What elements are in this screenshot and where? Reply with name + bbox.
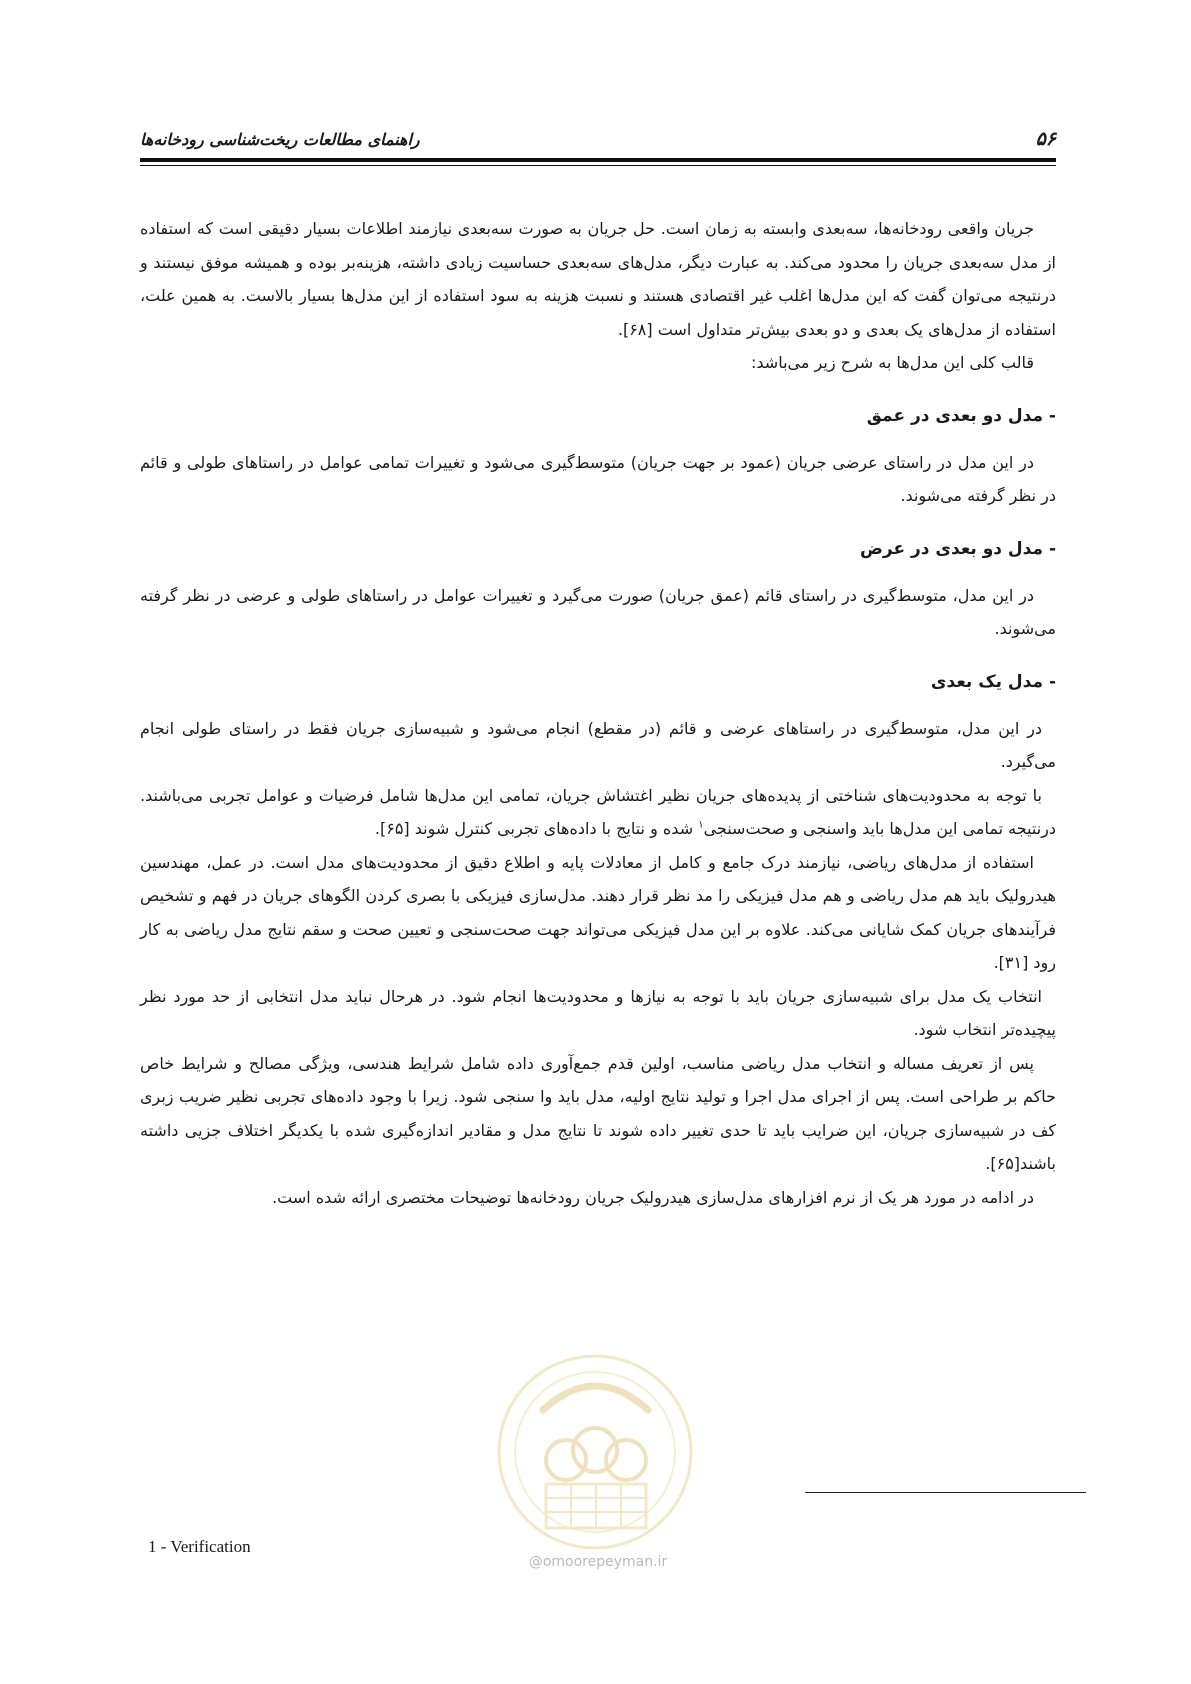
header-rule-thin <box>140 165 1056 166</box>
paragraph-limitations-before: با توجه به محدودیت‌های شناختی از پدیده‌های جریان نظیر اغتشاش جریان، تمامی این مدل‌ها شامل فرضیات و عوامل تجربی می‌باشند. درنتیجه تمامی این مدل‌ها باید واسنجی و صحت‌سنجی <box>140 785 1056 838</box>
watermark-logo <box>488 1352 703 1552</box>
section-heading-width-averaged: - مدل دو بعدی در عرض <box>860 538 1056 559</box>
page-content <box>140 212 1056 1214</box>
paragraph-limitations <box>140 779 1056 846</box>
intro-paragraph: جریان واقعی رودخانه‌ها، سه‌بعدی وابسته به زمان است. حل جریان به صورت سه‌بعدی نیازمند اطلاعات بسیار دقیقی است که استفاده از مدل سه‌بعدی جریان را محدود می‌کند. به عبارت دیگر، مدل‌های سه‌بعدی حساسیت زیادی داشته، هزینه‌بر بوده و همیشه موفق نیستند و درنتیجه می‌توان گفت که این مدل‌ها اغلب غیر اقتصادی هستند و نسبت هزینه به سود استفاده از این مدل‌ها بسیار بالاست. به همین علت، استفاده از مدل‌های یک بعدی و دو بعدی بیش‌تر متداول است [۶۸]. <box>140 219 1056 339</box>
intro-lead-in: قالب کلی این مدل‌ها به شرح زیر می‌باشد: <box>751 353 1034 372</box>
header-rule-thick <box>140 158 1056 162</box>
paragraph-next: در ادامه در مورد هر یک از نرم افزارهای مدل‌سازی هیدرولیک جریان رودخانه‌ها توضیحات مختصری ارائه شده است. <box>272 1187 1034 1207</box>
paragraph-model-selection: انتخاب یک مدل برای شبیه‌سازی جریان باید با توجه به نیازها و محدودیت‌ها انجام شود. در هرحال نباید مدل انتخابی از حد مورد نظر پیچیده‌تر انتخاب شود. <box>140 986 1056 1039</box>
section-heading-one-dimensional: - مدل یک بعدی <box>930 671 1056 692</box>
paragraph-calibration: پس از تعریف مساله و انتخاب مدل ریاضی مناسب، اولین قدم جمع‌آوری داده شامل شرایط هندسی، ویژگی مصالح و شرایط خاص حاکم بر طراحی است. پس از اجرای مدل اجرا و تولید نتایج اولیه، مدل باید وا سنجی شود. زیرا با وجود داده‌های تجربی نظیر ضریب زبری کف در شبیه‌سازی جریان، این ضرایب باید تا حدی تغییر داده شوند تا نتایج مدل و مقادیر اندازه‌گیری شده با یکدیگر اختلاف جزیی داشته باشند[۶۵]. <box>140 1053 1056 1173</box>
page-number: ۵۶ <box>1035 128 1056 150</box>
section-body-width-averaged: در این مدل، متوسط‌گیری در راستای قائم (عمق جریان) صورت می‌گیرد و تغییرات عوامل در راستاهای طولی و عرضی در نظر گرفته می‌شوند. <box>140 585 1056 638</box>
section-heading-depth-averaged: - مدل دو بعدی در عمق <box>866 405 1056 426</box>
footnote-rule <box>805 1492 1086 1493</box>
page-header <box>140 124 1056 154</box>
paragraph-limitations-after: شده و نتایج با داده‌های تجربی کنترل شوند [۶۵]. <box>374 819 699 838</box>
section-body-depth-averaged: در این مدل در راستای عرضی جریان (عمود بر جهت جریان) متوسط‌گیری می‌شود و تغییرات تمامی عوامل در راستاهای طولی و قائم در نظر گرفته می‌شوند. <box>140 452 1056 505</box>
footnote-reference: ۱ <box>698 819 704 831</box>
watermark-site: @omoorepeyman.ir <box>528 1554 668 1570</box>
paragraph-math-models: استفاده از مدل‌های ریاضی، نیازمند درک جامع و کامل از معادلات پایه و اطلاع دقیق از محدودیت‌های مدل است. در عمل، مهندسین هیدرولیک باید هم مدل ریاضی و هم مدل فیزیکی را مد نظر قرار دهند. مدل‌سازی فیزیکی با بصری کردن الگوهای جریان در فهم و تشخیص فرآیندهای جریان کمک شایانی می‌کند. علاوه بر این مدل فیزیکی می‌تواند جهت صحت‌سنجی و تعیین صحت و سقم نتایج مدل ریاضی به کار رود [۳۱]. <box>140 852 1056 972</box>
section-body-one-dimensional: در این مدل، متوسط‌گیری در راستاهای عرضی و قائم (در مقطع) انجام می‌شود و شبیه‌سازی جریان فقط در راستای طولی انجام می‌گیرد. <box>140 718 1056 771</box>
footnote: 1 - Verification <box>148 1537 251 1556</box>
running-title: راهنمای مطالعات ریخت‌شناسی رودخانه‌ها <box>140 129 420 149</box>
